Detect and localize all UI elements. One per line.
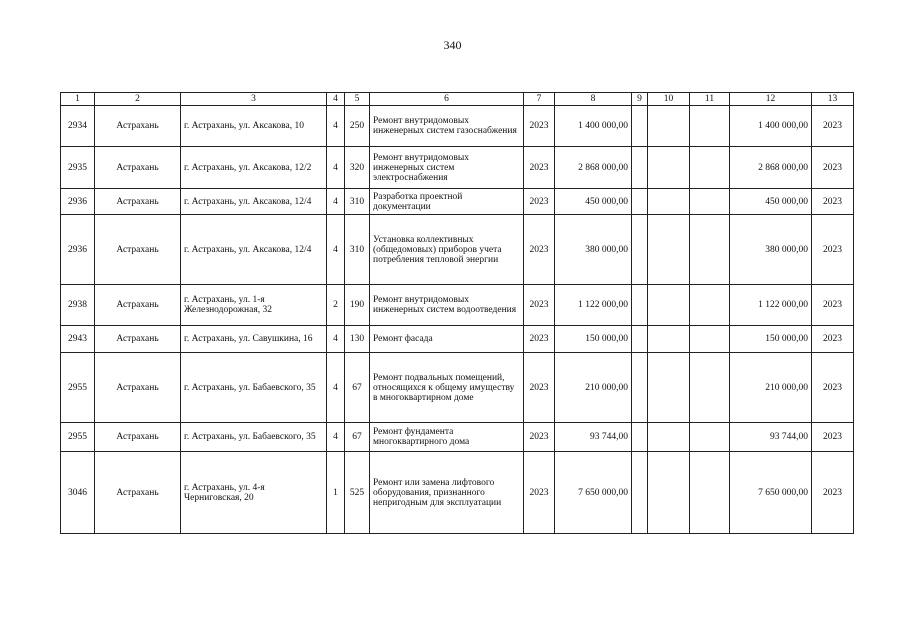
row-total: 1 400 000,00: [730, 106, 812, 147]
row-year: 2023: [524, 189, 555, 215]
row-work-type: Ремонт подвальных помещений, относящихся к общему имуществу в многоквартирном доме: [370, 353, 524, 423]
column-header: 4: [327, 93, 345, 106]
row-id: 2943: [61, 326, 95, 353]
row-address: г. Астрахань, ул. Аксакова, 12/4: [181, 215, 327, 285]
table-row: [61, 189, 854, 215]
row-col11: [690, 452, 730, 534]
row-cost: 7 650 000,00: [555, 452, 632, 534]
row-city: Астрахань: [95, 452, 181, 534]
row-work-type: Установка коллективных (общедомовых) приборов учета потребления тепловой энергии: [370, 215, 524, 285]
row-cost: 380 000,00: [555, 215, 632, 285]
row-year: 2023: [524, 285, 555, 326]
row-col9: [632, 106, 648, 147]
row-floors: 4: [327, 147, 345, 189]
row-end-year: 2023: [812, 353, 854, 423]
row-end-year: 2023: [812, 189, 854, 215]
row-year: 2023: [524, 452, 555, 534]
row-work-type: Ремонт фасада: [370, 326, 524, 353]
row-address: г. Астрахань, ул. Аксакова, 12/2: [181, 147, 327, 189]
row-year: 2023: [524, 215, 555, 285]
row-num: 250: [345, 106, 370, 147]
row-address: г. Астрахань, ул. Аксакова, 10: [181, 106, 327, 147]
row-year: 2023: [524, 106, 555, 147]
row-work-type: Ремонт фундамента многоквартирного дома: [370, 423, 524, 452]
column-header: 12: [730, 93, 812, 106]
row-end-year: 2023: [812, 423, 854, 452]
row-cost: 1 122 000,00: [555, 285, 632, 326]
row-col10: [648, 285, 690, 326]
row-year: 2023: [524, 423, 555, 452]
row-cost: 2 868 000,00: [555, 147, 632, 189]
table-row: [61, 106, 854, 147]
row-address: г. Астрахань, ул. Аксакова, 12/4: [181, 189, 327, 215]
row-year: 2023: [524, 326, 555, 353]
row-work-type: Ремонт внутридомовых инженерных систем электроснабжения: [370, 147, 524, 189]
row-col10: [648, 147, 690, 189]
table-row: [61, 285, 854, 326]
row-id: 2934: [61, 106, 95, 147]
row-id: 2955: [61, 423, 95, 452]
row-id: 2936: [61, 215, 95, 285]
table-row: [61, 147, 854, 189]
row-col11: [690, 147, 730, 189]
column-number-row: [61, 93, 854, 106]
column-header: 5: [345, 93, 370, 106]
row-end-year: 2023: [812, 285, 854, 326]
row-col11: [690, 215, 730, 285]
row-floors: 4: [327, 106, 345, 147]
row-floors: 1: [327, 452, 345, 534]
row-col9: [632, 147, 648, 189]
row-floors: 4: [327, 353, 345, 423]
row-floors: 4: [327, 326, 345, 353]
row-cost: 450 000,00: [555, 189, 632, 215]
row-floors: 2: [327, 285, 345, 326]
column-header: 1: [61, 93, 95, 106]
table-row: [61, 353, 854, 423]
row-cost: 1 400 000,00: [555, 106, 632, 147]
row-total: 150 000,00: [730, 326, 812, 353]
row-work-type: Ремонт или замена лифтового оборудования, признанного непригодным для эксплуатации: [370, 452, 524, 534]
row-col9: [632, 423, 648, 452]
row-total: 2 868 000,00: [730, 147, 812, 189]
row-address: г. Астрахань, ул. 1-я Железнодорожная, 32: [181, 285, 327, 326]
row-num: 310: [345, 215, 370, 285]
column-header: 10: [648, 93, 690, 106]
row-city: Астрахань: [95, 353, 181, 423]
row-col9: [632, 285, 648, 326]
row-address: г. Астрахань, ул. Бабаевского, 35: [181, 353, 327, 423]
row-total: 450 000,00: [730, 189, 812, 215]
table-row: [61, 215, 854, 285]
row-total: 7 650 000,00: [730, 452, 812, 534]
row-total: 1 122 000,00: [730, 285, 812, 326]
row-id: 2955: [61, 353, 95, 423]
row-address: г. Астрахань, ул. Бабаевского, 35: [181, 423, 327, 452]
row-col9: [632, 189, 648, 215]
row-col11: [690, 106, 730, 147]
row-address: г. Астрахань, ул. Савушкина, 16: [181, 326, 327, 353]
column-header: 6: [370, 93, 524, 106]
row-city: Астрахань: [95, 147, 181, 189]
column-header: 3: [181, 93, 327, 106]
row-end-year: 2023: [812, 147, 854, 189]
row-end-year: 2023: [812, 452, 854, 534]
row-work-type: Ремонт внутридомовых инженерных систем водоотведения: [370, 285, 524, 326]
row-year: 2023: [524, 353, 555, 423]
row-total: 210 000,00: [730, 353, 812, 423]
row-city: Астрахань: [95, 189, 181, 215]
row-col10: [648, 423, 690, 452]
row-work-type: Ремонт внутридомовых инженерных систем газоснабжения: [370, 106, 524, 147]
row-col10: [648, 189, 690, 215]
row-col11: [690, 353, 730, 423]
row-num: 67: [345, 353, 370, 423]
row-total: 93 744,00: [730, 423, 812, 452]
row-cost: 150 000,00: [555, 326, 632, 353]
row-num: 320: [345, 147, 370, 189]
row-end-year: 2023: [812, 215, 854, 285]
row-col10: [648, 452, 690, 534]
row-end-year: 2023: [812, 106, 854, 147]
column-header: 9: [632, 93, 648, 106]
column-header: 13: [812, 93, 854, 106]
row-num: 310: [345, 189, 370, 215]
row-id: 2935: [61, 147, 95, 189]
row-floors: 4: [327, 423, 345, 452]
row-city: Астрахань: [95, 423, 181, 452]
row-col10: [648, 106, 690, 147]
row-cost: 210 000,00: [555, 353, 632, 423]
row-cost: 93 744,00: [555, 423, 632, 452]
row-id: 3046: [61, 452, 95, 534]
row-floors: 4: [327, 189, 345, 215]
repair-program-table: [60, 92, 854, 534]
row-col9: [632, 326, 648, 353]
row-col9: [632, 215, 648, 285]
row-address: г. Астрахань, ул. 4-я Черниговская, 20: [181, 452, 327, 534]
row-col9: [632, 452, 648, 534]
row-num: 67: [345, 423, 370, 452]
row-col10: [648, 215, 690, 285]
row-id: 2936: [61, 189, 95, 215]
column-header: 8: [555, 93, 632, 106]
row-id: 2938: [61, 285, 95, 326]
table-row: [61, 452, 854, 534]
row-col11: [690, 326, 730, 353]
row-end-year: 2023: [812, 326, 854, 353]
row-city: Астрахань: [95, 106, 181, 147]
row-col11: [690, 285, 730, 326]
row-work-type: Разработка проектной документации: [370, 189, 524, 215]
row-num: 130: [345, 326, 370, 353]
row-year: 2023: [524, 147, 555, 189]
column-header: 7: [524, 93, 555, 106]
row-num: 525: [345, 452, 370, 534]
row-city: Астрахань: [95, 326, 181, 353]
column-header: 11: [690, 93, 730, 106]
column-header: 2: [95, 93, 181, 106]
table-row: [61, 423, 854, 452]
row-num: 190: [345, 285, 370, 326]
table-row: [61, 326, 854, 353]
row-col10: [648, 353, 690, 423]
row-col9: [632, 353, 648, 423]
row-total: 380 000,00: [730, 215, 812, 285]
row-col11: [690, 189, 730, 215]
row-col10: [648, 326, 690, 353]
row-city: Астрахань: [95, 215, 181, 285]
row-floors: 4: [327, 215, 345, 285]
page-number: 340: [443, 38, 462, 52]
row-col11: [690, 423, 730, 452]
row-city: Астрахань: [95, 285, 181, 326]
